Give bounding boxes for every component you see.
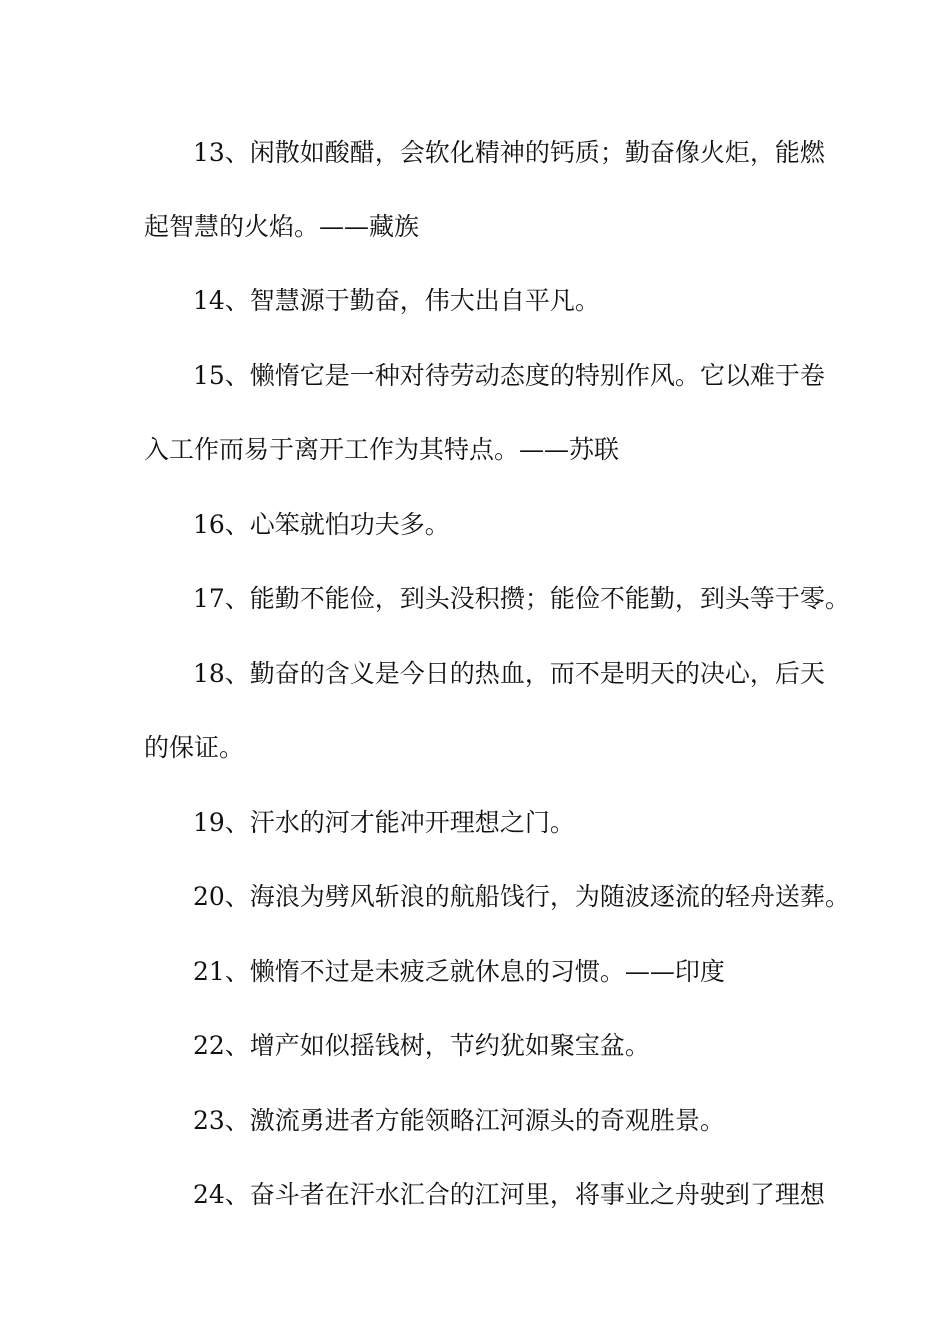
quote-20: 20、海浪为劈风斩浪的航船饯行，为随波逐流的轻舟送葬。	[193, 882, 850, 911]
quote-24-line-1: 24、奋斗者在汗水汇合的江河里，将事业之舟驶到了理想	[193, 1180, 825, 1209]
quote-19: 19、汗水的河才能冲开理想之门。	[193, 808, 575, 837]
quote-17: 17、能勤不能俭，到头没积攒；能俭不能勤，到头等于零。	[193, 584, 850, 613]
quote-23: 23、激流勇进者方能领略江河源头的奇观胜景。	[193, 1106, 725, 1135]
quote-13-line-2: 起智慧的火焰。——藏族	[144, 212, 420, 241]
quote-15-line-2: 入工作而易于离开工作为其特点。——苏联	[144, 435, 620, 464]
quote-18-line-1: 18、勤奋的含义是今日的热血，而不是明天的决心，后天	[193, 659, 825, 688]
quote-16: 16、心笨就怕功夫多。	[193, 510, 450, 539]
quote-18-line-2: 的保证。	[144, 733, 245, 762]
quote-22: 22、增产如似摇钱树，节约犹如聚宝盆。	[193, 1031, 650, 1060]
quote-14: 14、智慧源于勤奋，伟大出自平凡。	[193, 286, 600, 315]
quote-15-line-1: 15、懒惰它是一种对待劳动态度的特别作风。它以难于卷	[193, 361, 825, 390]
quote-13-line-1: 13、闲散如酸醋，会软化精神的钙质；勤奋像火炬，能燃	[193, 138, 825, 167]
quote-21: 21、懒惰不过是未疲乏就休息的习惯。——印度	[193, 957, 725, 986]
